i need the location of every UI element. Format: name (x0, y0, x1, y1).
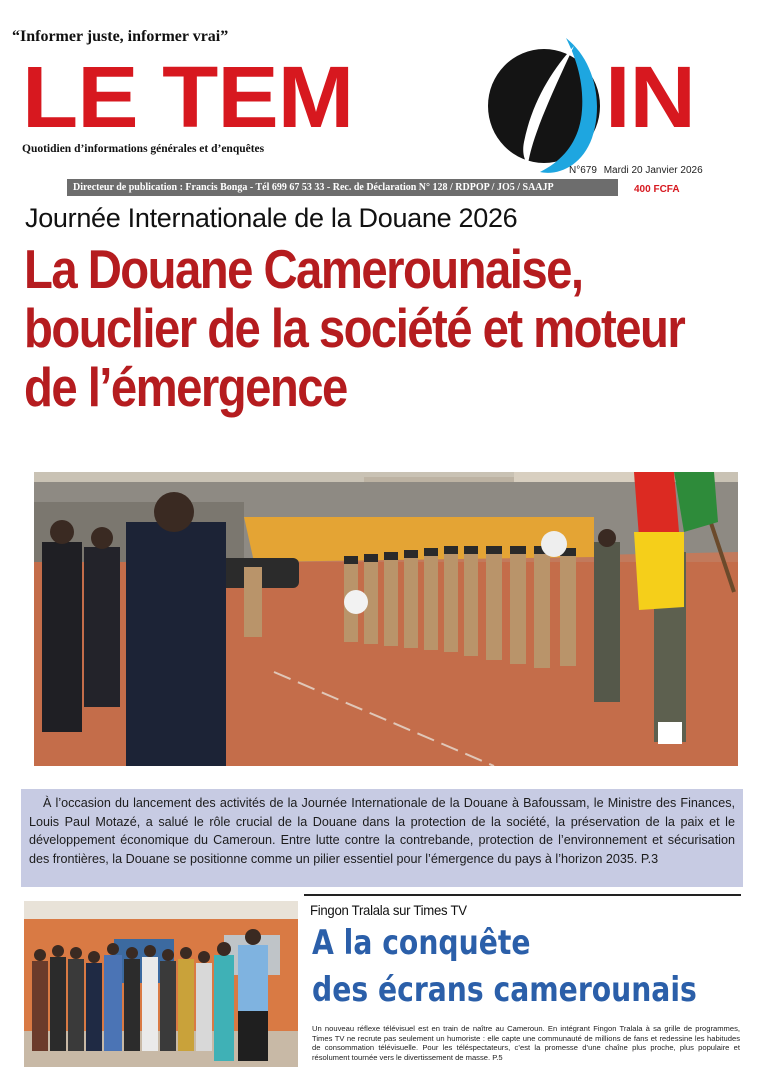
second-story-photo (24, 901, 298, 1067)
lead-photo (34, 472, 738, 766)
title-line: des écrans camerounais (312, 970, 697, 1010)
masthead-slogan: “Informer juste, informer vrai” (12, 28, 229, 45)
title-line: A la conquête (312, 923, 531, 963)
lead-headline (24, 238, 685, 418)
masthead (22, 50, 722, 150)
issue-number: N°679 (569, 165, 597, 176)
masthead-title-left: LE TEM (22, 49, 354, 146)
headline-line: La Douane Camerounaise, (24, 238, 583, 300)
issue-info (569, 165, 707, 176)
quill-logo-icon (482, 30, 612, 180)
lead-kicker: Journée Internationale de la Douane 2026 (25, 203, 518, 233)
second-story-title (312, 920, 697, 1014)
issue-date: Mardi 20 Janvier 2026 (603, 165, 703, 176)
second-story-body: Un nouveau réflexe télévisuel est en train de naître au Cameroun. En intégrant Fingon Tralala à sa grille de programmes, Times TV ne recrute pas seulement un humoriste : elle capte une communauté de millions de fans et redessine les habitudes de consommation télévisuelle. Pour les téléspectateurs, c’est la promesse d’une chaîne plus proche, plus populaire et résolument tournée vers le divertissement de masse. P.5 (312, 1024, 740, 1062)
price-label: 400 FCFA (634, 184, 680, 195)
section-divider (304, 894, 741, 896)
masthead-title-right: IN (605, 49, 695, 146)
second-story-kicker: Fingon Tralala sur Times TV (310, 902, 467, 918)
masthead-subtitle: Quotidien d’informations générales et d’enquêtes (22, 143, 265, 155)
headline-line: de l’émergence (24, 356, 347, 418)
lead-summary: À l’occasion du lancement des activités de la Journée Internationale de la Douane à Bafoussam, le Ministre des Finances, Louis Paul Motazé, a salué le rôle crucial de la Douane dans la protection de la société, la préservation de la paix et le développement économique du Cameroun. Entre lutte contre la contrebande, protection de l’environnement et sécurisation des frontières, la Douane se positionne comme un pilier essentiel pour l’émergence du pays à l’horizon 2035. P.3 (21, 789, 743, 887)
director-bar: Directeur de publication : Francis Bonga - Tél 699 67 53 33 - Rec. de Déclaration N° 128 / RDPOP / JO5 / SAAJP (67, 179, 618, 196)
headline-line: bouclier de la société et moteur (24, 297, 685, 359)
